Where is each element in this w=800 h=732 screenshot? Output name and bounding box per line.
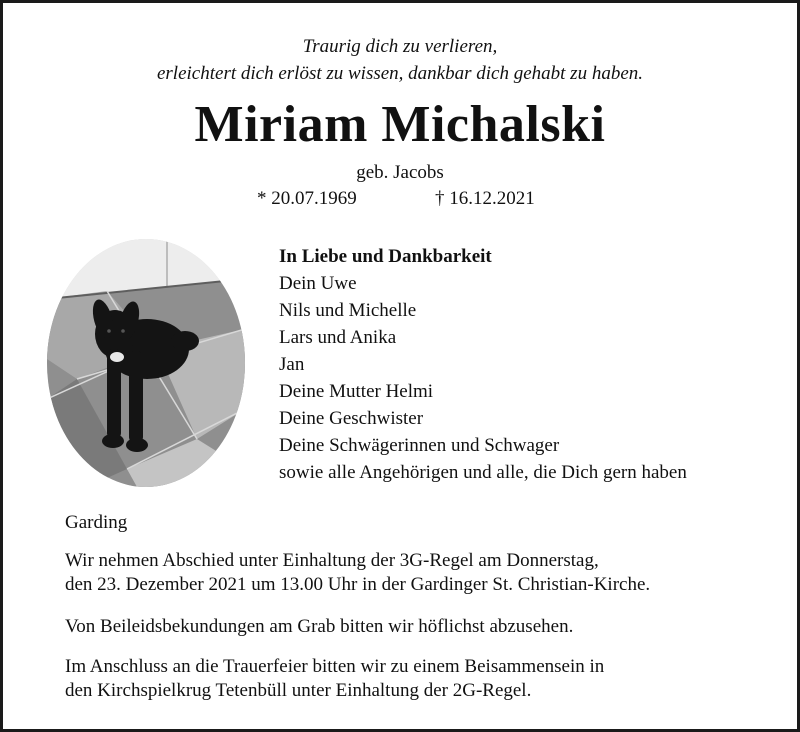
mourner-entry: Jan — [279, 354, 305, 375]
death-date: † 16.12.2021 — [435, 188, 535, 209]
reception-notice — [65, 655, 604, 703]
mourners-list — [279, 243, 687, 486]
mourner-entry: Lars und Anika — [279, 327, 397, 348]
mourners-heading: In Liebe und Dankbarkeit — [279, 246, 492, 267]
place-name: Garding — [65, 512, 128, 533]
mourner-entry: sowie alle Angehörigen und alle, die Dich gern haben — [279, 462, 687, 483]
mourner-entry: Dein Uwe — [279, 273, 357, 294]
reception-line-1: Im Anschluss an die Trauerfeier bitten wir zu einem Beisammensein in — [65, 656, 605, 677]
dog-photo — [47, 239, 245, 487]
mourner-entry: Nils und Michelle — [279, 300, 417, 321]
motto-line-1: Traurig dich zu verlieren, — [302, 36, 498, 57]
motto — [3, 33, 797, 87]
deceased-name: Miriam Michalski — [194, 96, 606, 153]
mourner-entry: Deine Geschwister — [279, 408, 424, 429]
funeral-notice — [65, 549, 650, 597]
motto-line-2: erleichtert dich erlöst zu wissen, dankbar dich gehabt zu haben. — [156, 63, 644, 84]
funeral-line-2: den 23. Dezember 2021 um 13.00 Uhr in der Gardinger St. Christian-Kirche. — [65, 574, 651, 595]
mourner-entry: Deine Schwägerinnen und Schwager — [279, 435, 560, 456]
funeral-line-1: Wir nehmen Abschied unter Einhaltung der 3G-Regel am Donnerstag, — [65, 550, 599, 571]
mourner-entry: Deine Mutter Helmi — [279, 381, 434, 402]
birth-date: * 20.07.1969 — [257, 188, 357, 209]
birth-name: geb. Jacobs — [356, 162, 444, 183]
condolence-line: Von Beileidsbekundungen am Grab bitten wir höflichst abzusehen. — [65, 616, 574, 637]
reception-line-2: den Kirchspielkrug Tetenbüll unter Einhaltung der 2G-Regel. — [65, 680, 532, 701]
condolence-notice — [65, 615, 573, 639]
